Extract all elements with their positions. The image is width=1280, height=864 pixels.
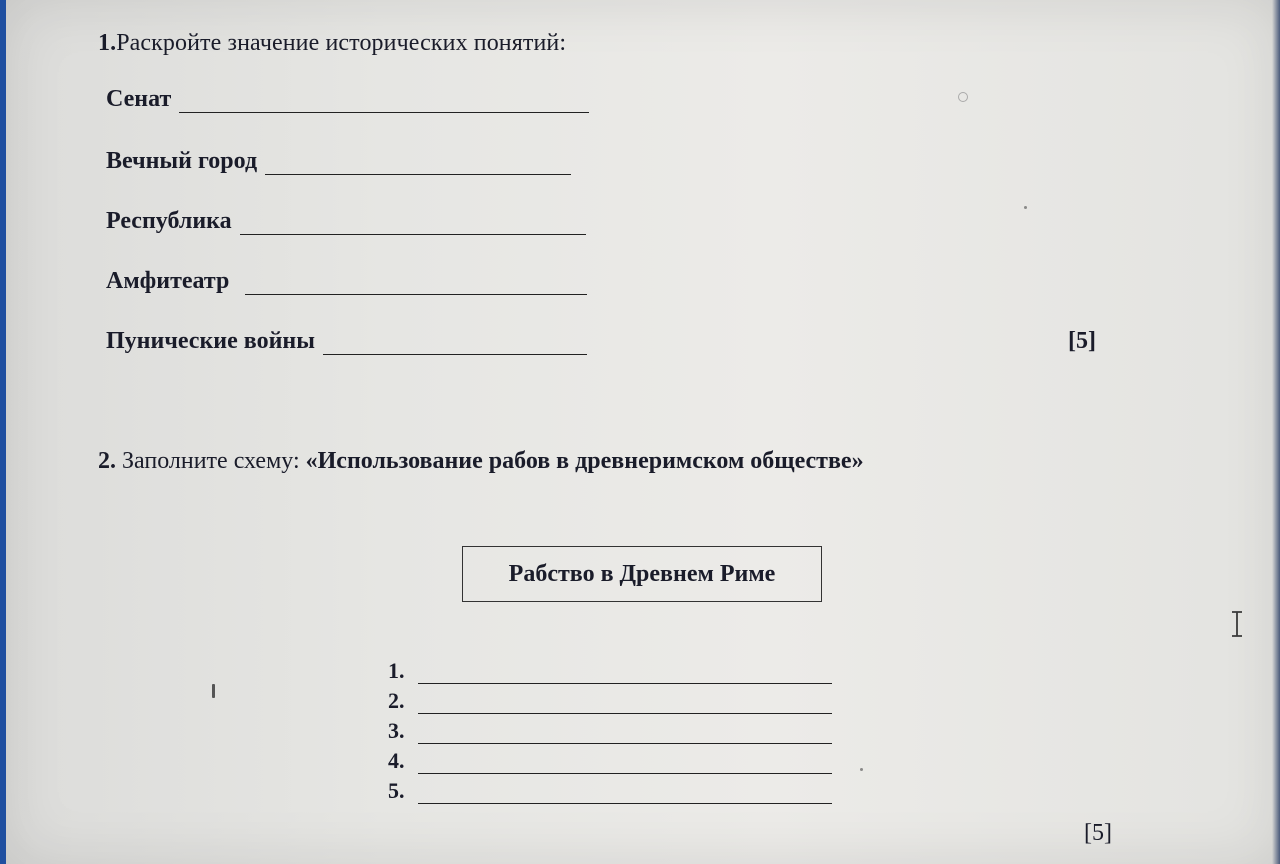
term-row-senate — [106, 86, 589, 113]
question-1-title — [98, 30, 566, 57]
term-row-punic-wars — [106, 328, 587, 355]
answer-line[interactable] — [179, 92, 589, 113]
document-page — [6, 0, 1280, 864]
text-cursor-icon — [1230, 610, 1244, 638]
answer-line[interactable] — [245, 274, 587, 295]
list-item — [388, 684, 832, 714]
question-1-prompt: Раскройте значение исторических понятий: — [116, 30, 567, 56]
dust-speck — [1024, 206, 1027, 209]
answer-line[interactable] — [418, 725, 832, 744]
question-2-topic: «Использование рабов в древнеримском обществе» — [305, 448, 864, 474]
dust-speck — [212, 684, 215, 698]
term-label: Амфитеатр — [106, 268, 230, 294]
scheme-title-label: Рабство в Древнем Риме — [508, 560, 776, 587]
dust-speck — [958, 92, 968, 102]
question-1-number: 1. — [98, 30, 117, 56]
answer-line[interactable] — [418, 665, 832, 684]
answer-line[interactable] — [418, 785, 832, 804]
term-row-republic — [106, 208, 586, 235]
question-2-title — [98, 448, 864, 475]
dust-speck — [860, 768, 863, 771]
answer-line[interactable] — [240, 214, 586, 235]
answer-line[interactable] — [418, 695, 832, 714]
term-row-eternal-city — [106, 148, 571, 175]
term-label: Республика — [106, 208, 232, 234]
scheme-title-box — [462, 546, 822, 602]
list-item — [388, 714, 832, 744]
list-item-number: 1. — [388, 658, 405, 683]
monitor-edge — [1272, 0, 1280, 864]
list-item — [388, 654, 832, 684]
list-item — [388, 774, 832, 804]
term-label: Вечный город — [106, 148, 258, 174]
question-2-number: 2. — [98, 448, 116, 474]
question-2-score: [5] — [1084, 820, 1112, 846]
list-item — [388, 744, 832, 774]
question-1-score: [5] — [1068, 328, 1096, 354]
term-label: Пунические войны — [106, 328, 315, 354]
term-label: Сенат — [106, 86, 172, 112]
scheme-answer-list — [388, 654, 832, 804]
answer-line[interactable] — [323, 334, 587, 355]
answer-line[interactable] — [418, 755, 832, 774]
answer-line[interactable] — [265, 154, 571, 175]
term-row-amphitheatre — [106, 268, 587, 295]
list-item-number: 3. — [388, 718, 405, 743]
list-item-number: 5. — [388, 778, 405, 803]
question-2-prompt: Заполните схему: — [122, 448, 300, 474]
list-item-number: 2. — [388, 688, 405, 713]
list-item-number: 4. — [388, 748, 405, 773]
